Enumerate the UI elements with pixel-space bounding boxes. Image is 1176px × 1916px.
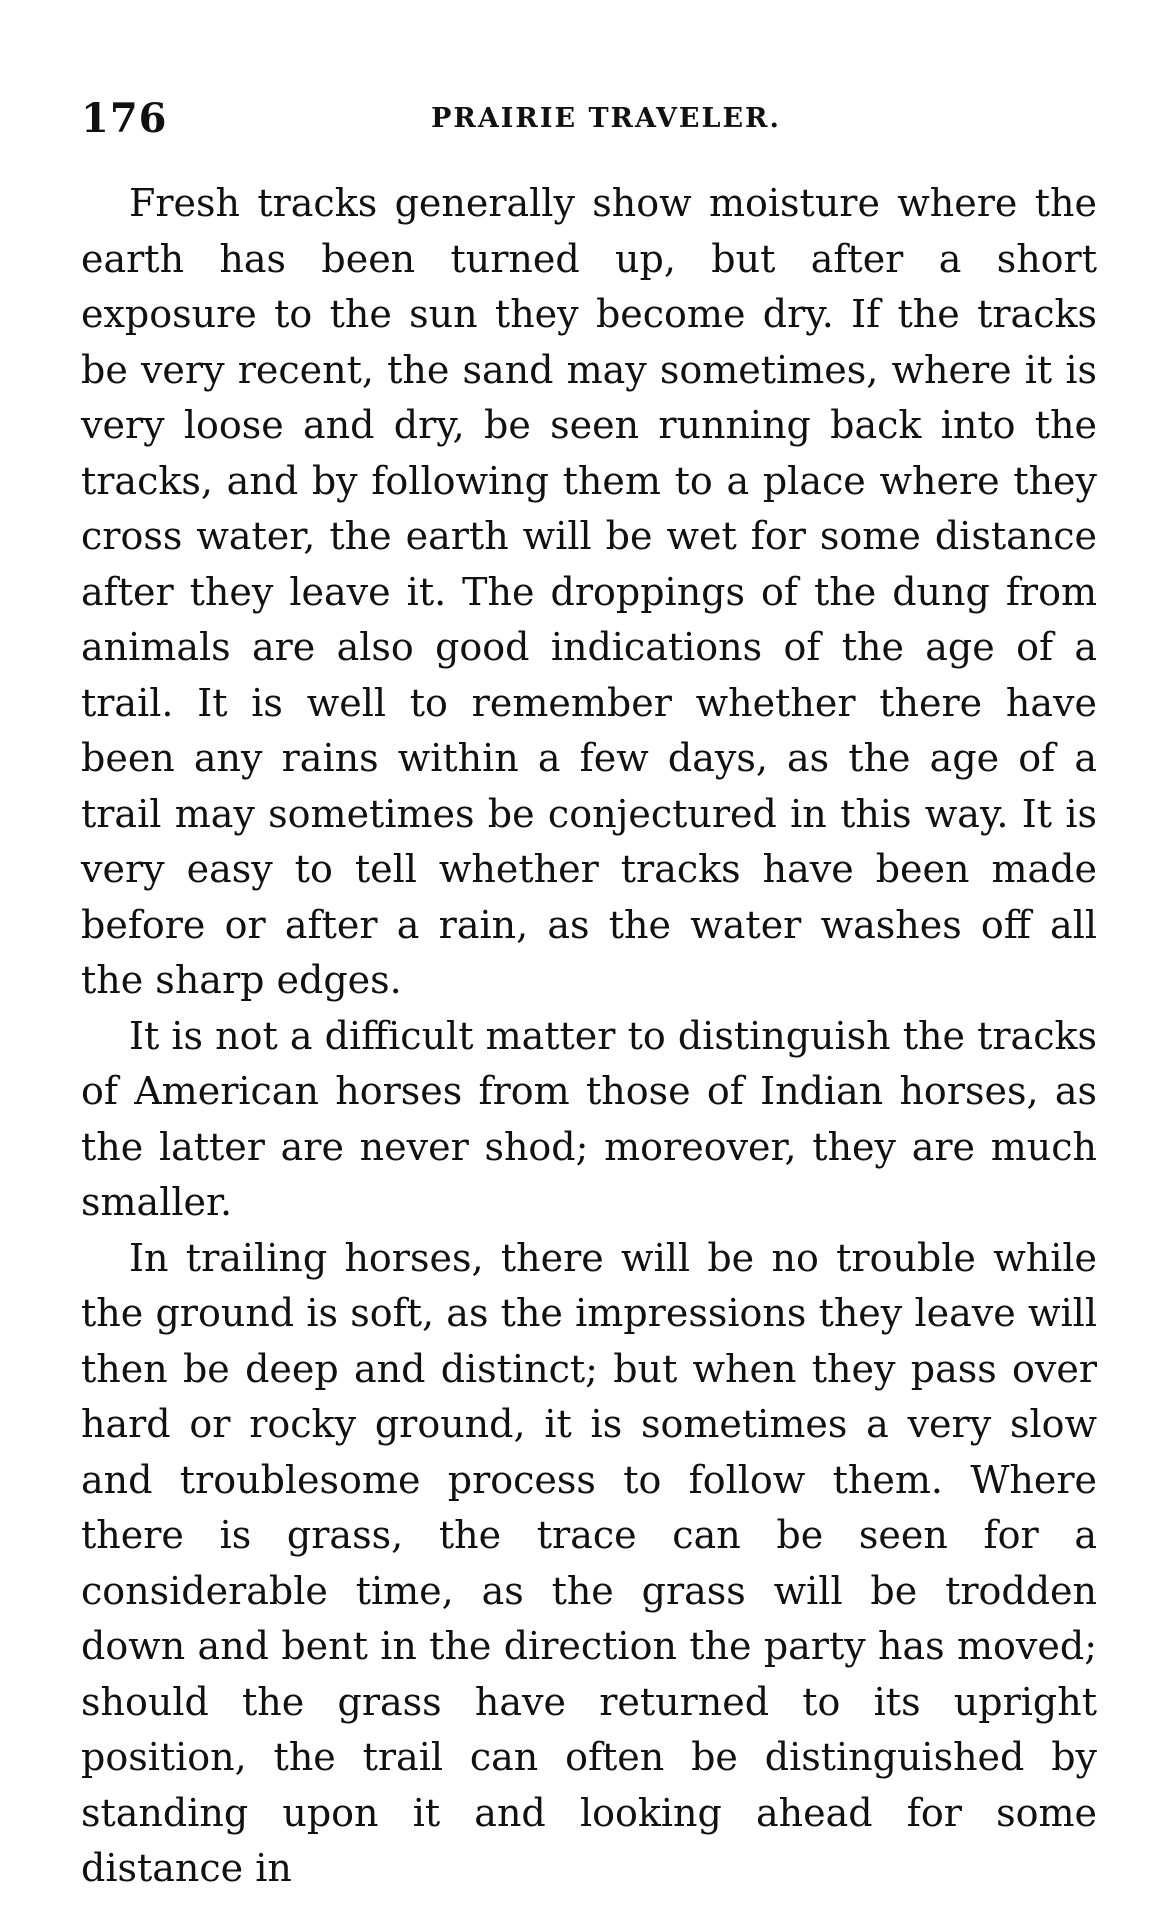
running-head (81, 96, 1097, 142)
body-text (81, 176, 1097, 1897)
running-title: PRAIRIE TRAVELER. (431, 103, 781, 134)
paragraph-american-horses: It is not a difficult matter to distinguish the tracks of American horses from those of Indian horses, as the latter are never shod; moreover, they are much smaller. (81, 1013, 1097, 1224)
paragraph-trailing-horses: In trailing horses, there will be no trouble while the ground is soft, as the impressions they leave will then be deep and distinct; but when they pass over hard or rocky ground, it is sometimes a very slow and troublesome process to follow them. Where there is grass, the trace can be seen for a considerable time, as the grass will be trodden down and bent in the direction the party has moved; should the grass have returned to its upright position, the trail can often be distinguished by standing upon it and looking ahead for some distance in (81, 1235, 1097, 1890)
paragraph-fresh-tracks: Fresh tracks generally show moisture where the earth has been turned up, but after a short exposure to the sun they become dry. If the tracks be very recent, the sand may sometimes, where it is very loose and dry, be seen running back into the tracks, and by following them to a place where they cross water, the earth will be wet for some distance after they leave it. The droppings of the dung from animals are also good indications of the age of a trail. It is well to remember whether there have been any rains within a few days, as the age of a trail may sometimes be conjectured in this way. It is very easy to tell whether tracks have been made before or after a rain, as the water washes off all the sharp edges. (81, 181, 1097, 1002)
page-number: 176 (81, 95, 168, 142)
